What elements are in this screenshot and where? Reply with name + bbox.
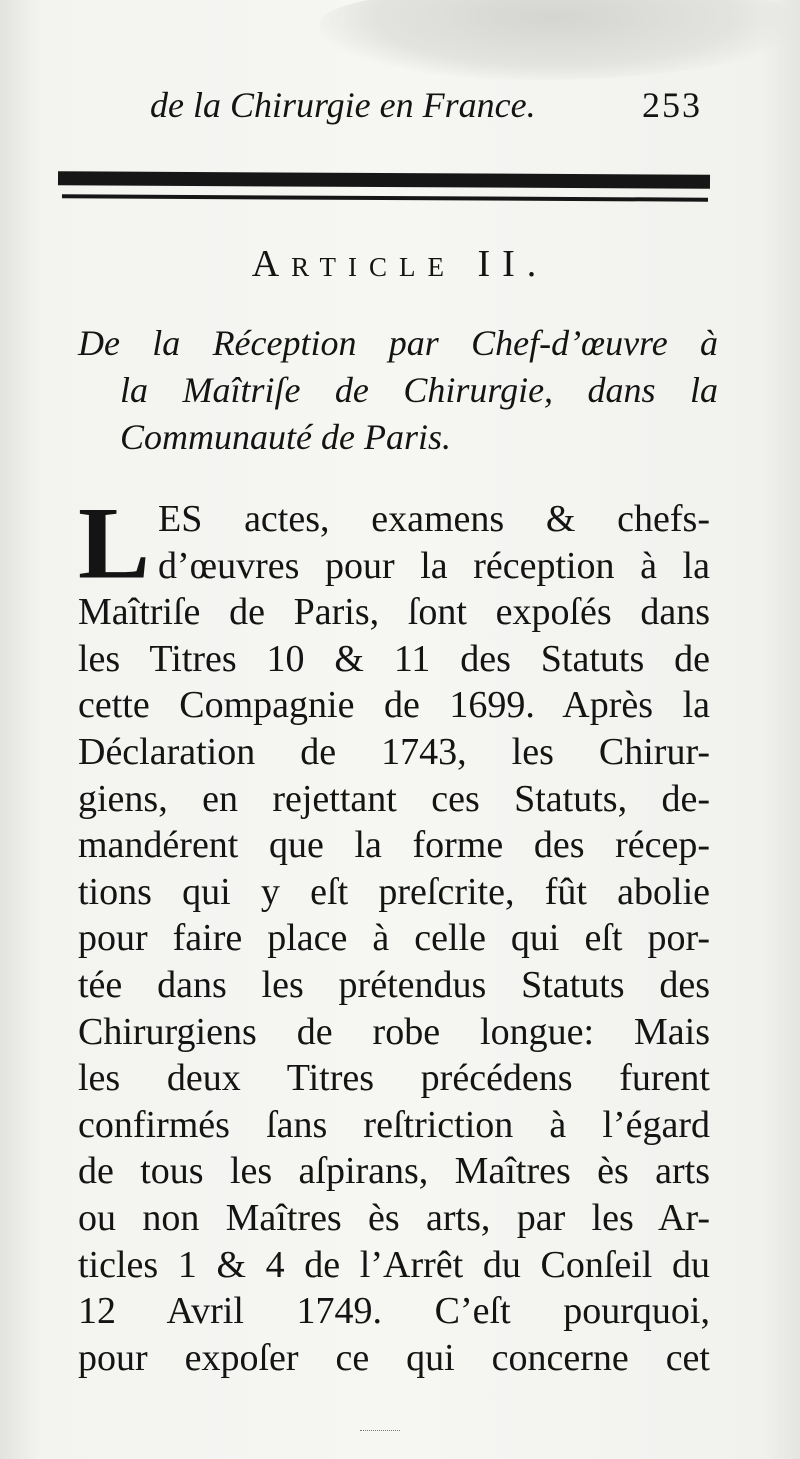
body-line: pour expoſer ce qui concerne cet — [78, 1336, 710, 1379]
drop-cap: L — [78, 487, 151, 601]
body-line: ou non Maîtres ès arts, par les Ar- — [78, 1196, 710, 1239]
paper-stain — [320, 0, 790, 80]
body-line: 12 Avril 1749. C’eſt pourquoi, — [78, 1290, 710, 1333]
header-rule-thin — [62, 194, 708, 201]
body-line: les deux Titres précédens furent — [78, 1057, 710, 1100]
body-line: les Titres 10 & 11 des Statuts de — [78, 637, 710, 680]
body-line: tée dans les prétendus Statuts des — [78, 963, 710, 1006]
subtitle-line: De la Réception par Chef-d’œuvre à — [78, 323, 718, 363]
article-heading: Article II. — [251, 243, 549, 285]
body-line: cette Compagnie de 1699. Après la — [78, 684, 710, 727]
running-title: de la Chirurgie en France. — [150, 85, 536, 125]
subtitle-line: la Maîtriſe de Chirurgie, dans la — [120, 370, 718, 410]
footer-mark — [360, 1430, 400, 1434]
body-line: Maîtriſe de Paris, ſont expoſés dans — [78, 591, 710, 634]
body-line: mandérent que la forme des récep- — [78, 824, 710, 867]
article-subtitle — [78, 320, 718, 461]
body-line: tions qui y eſt preſcrite, fût abolie — [78, 870, 710, 913]
subtitle-line: Communauté de Paris. — [120, 417, 451, 457]
header-rule-thick — [58, 171, 710, 188]
body-line: giens, en rejettant ces Statuts, de- — [78, 777, 710, 820]
body-line: Chirurgiens de robe longue: Mais — [78, 1010, 710, 1053]
body-line: de tous les aſpirans, Maîtres ès arts — [78, 1150, 710, 1193]
body-line: ticles 1 & 4 de l’Arrêt du Conſeil du — [78, 1243, 710, 1286]
body-line: d’œuvres pour la réception à la — [158, 544, 710, 587]
body-line: pour faire place à celle qui eſt por- — [78, 917, 710, 960]
page-header — [150, 84, 710, 134]
body-line: ES actes, examens & chefs- — [158, 498, 710, 540]
body-paragraph — [78, 487, 710, 1381]
body-line: Déclaration de 1743, les Chirur- — [78, 730, 710, 773]
page-number: 253 — [642, 85, 702, 125]
body-line: confirmés ſans reſtriction à l’égard — [78, 1103, 710, 1146]
